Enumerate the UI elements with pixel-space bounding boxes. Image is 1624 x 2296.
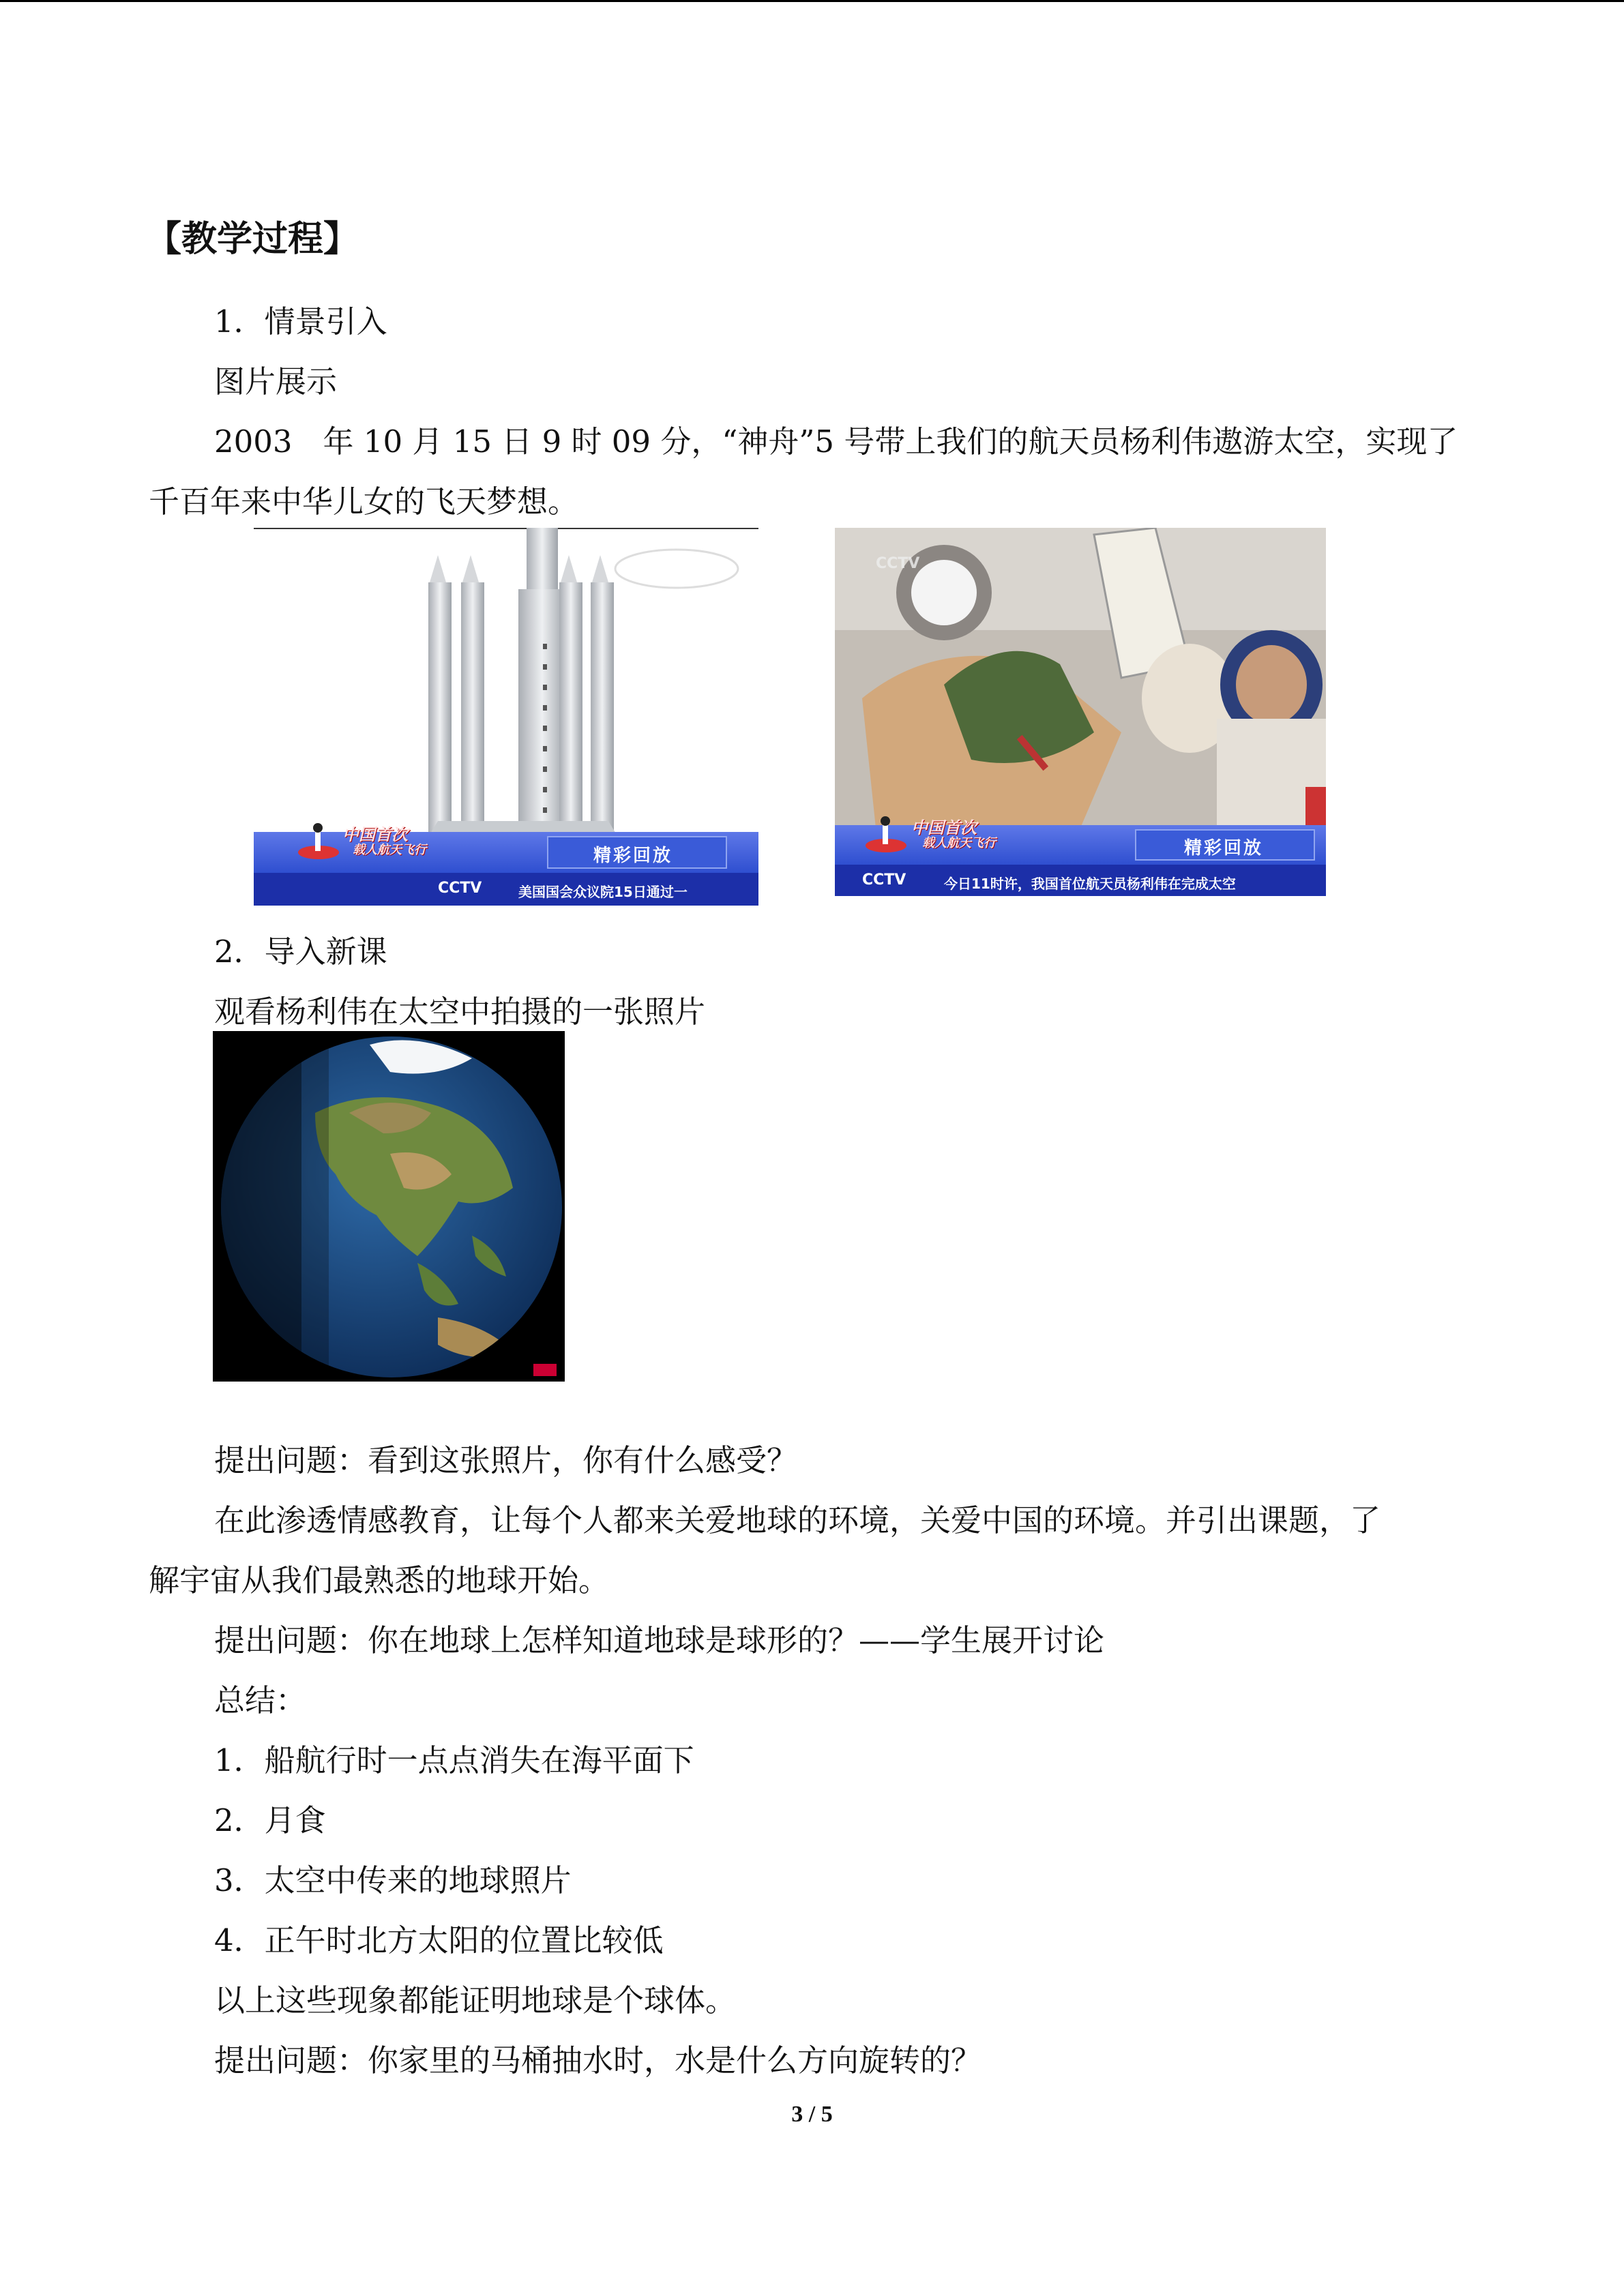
cabin-cctv-logo: CCTV [862,871,906,889]
rocket-replay-badge [547,836,727,869]
rocket-logo-icon [295,821,342,862]
cabin-logo-line2: 载人航天飞行 [922,836,996,850]
section-heading: 【教学过程】 [146,219,359,260]
list-item-ship: 1．船航行时一点点消失在海平面下 [214,1742,694,1778]
paragraph-question-sphere: 提出问题：你在地球上怎样知道地球是球形的？——学生展开讨论 [214,1622,1105,1658]
cabin-ticker-text: 今日11时许，我国首位航天员杨利伟在完成太空 [944,876,1236,892]
paragraph-scene-intro: 1．情景引入 [214,303,387,340]
cabin-logo-line1: 中国首次 [911,818,977,837]
paragraph-new-lesson: 2．导入新课 [214,934,387,970]
paragraph-question-toilet: 提出问题：你家里的马桶抽水时，水是什么方向旋转的？ [214,2042,982,2078]
paragraph-emotion-line2: 解宇宙从我们最熟悉的地球开始。 [149,1562,610,1598]
list-item-sun-position: 4．正午时北方太阳的位置比较低 [214,1922,664,1958]
cabin-logo-icon [862,814,910,855]
rocket-ticker-text: 美国国会众议院15日通过一 [518,884,688,900]
rocket-logo-line2: 载人航天飞行 [353,843,426,857]
paragraph-shenzhou-line1: 2003 年 10 月 15 日 9 时 09 分，“神舟”5 号带上我们的航天员杨利伟遨游太空，实现了 [214,423,1458,460]
paragraph-emotion-line1: 在此渗透情感教育，让每个人都来关爱地球的环境，关爱中国的环境。并引出课题，了 [214,1502,1381,1538]
paragraph-conclusion: 以上这些现象都能证明地球是个球体。 [214,1982,737,2018]
paragraph-watch-photo: 观看杨利伟在太空中拍摄的一张照片 [214,994,706,1030]
cabin-replay-badge [1135,829,1315,861]
paragraph-shenzhou-line2: 千百年来中华儿女的飞天梦想。 [149,483,579,520]
paragraph-summary-label: 总结： [214,1682,307,1718]
rocket-replay-label: 精彩回放 [593,846,673,866]
astronaut-cabin-image [835,528,1326,896]
rocket-logo-line1: 中国首次 [342,825,408,844]
earth-photo-image [213,1031,565,1382]
rocket-cctv-logo: CCTV [438,880,482,897]
list-item-space-photo: 3．太空中传来的地球照片 [214,1862,572,1898]
page-number: 3 / 5 [791,2102,833,2127]
cabin-replay-label: 精彩回放 [1184,838,1264,859]
list-item-eclipse: 2．月食 [214,1802,326,1838]
paragraph-picture-show: 图片展示 [214,363,338,400]
rocket-launch-image [254,528,758,906]
earth-illustration [213,1031,565,1382]
cabin-watermark: CCTV [876,555,920,572]
paragraph-question-feeling: 提出问题：看到这张照片，你有什么感受？ [214,1442,798,1478]
top-border-line [0,0,1624,2]
